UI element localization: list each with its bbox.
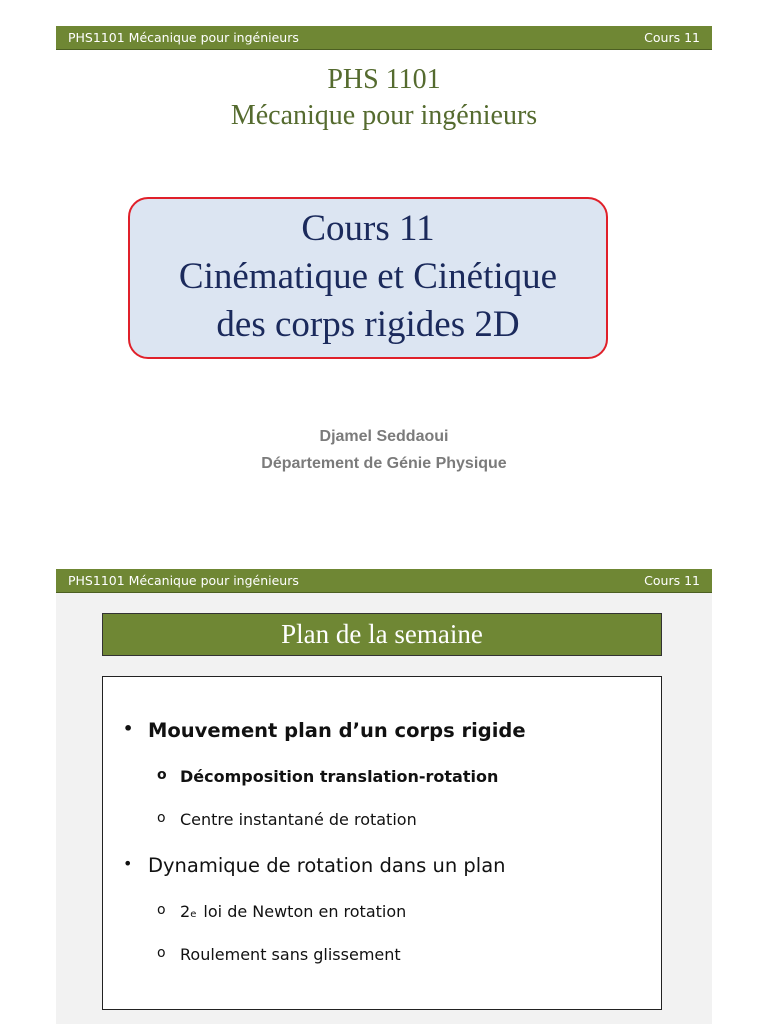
sub-list-item-label: Roulement sans glissement	[180, 945, 401, 964]
list-item-label: Dynamique de rotation dans un plan	[148, 854, 506, 877]
sub-list-item-label: loi de Newton en rotation	[198, 902, 407, 921]
agenda-list	[102, 676, 662, 1010]
circle-bullet-icon: o	[157, 810, 166, 826]
bullet-icon: •	[123, 854, 133, 873]
lecture-title-line-1: Cinématique et Cinétique	[178, 256, 558, 297]
sub-list-item	[157, 902, 407, 921]
lecture-number: Cours 11	[301, 208, 435, 249]
list-item	[123, 854, 506, 877]
lecture-title-line-2: des corps rigides 2D	[216, 304, 520, 345]
bullet-icon: •	[123, 719, 134, 738]
header-lecture-label: Cours 11	[644, 30, 700, 45]
author-name: Djamel Seddaoui	[319, 428, 449, 445]
sub-list-item	[157, 767, 499, 786]
list-item-label: Mouvement plan d’un corps rigide	[148, 719, 526, 742]
sub-list-item	[157, 810, 417, 829]
lecture-title-box	[128, 197, 608, 359]
sub-list-item-label: Décomposition translation-rotation	[180, 767, 499, 786]
sub-list-item	[157, 945, 401, 964]
header-course-label: PHS1101 Mécanique pour ingénieurs	[68, 30, 299, 45]
slide-header	[56, 569, 712, 593]
author-department: Département de Génie Physique	[261, 455, 507, 472]
sub-list-item-label: Centre instantané de rotation	[180, 810, 417, 829]
circle-bullet-icon: o	[157, 767, 167, 783]
circle-bullet-icon: o	[157, 945, 166, 961]
course-name: Mécanique pour ingénieurs	[230, 100, 538, 131]
ordinal-suffix: e	[190, 909, 197, 920]
list-item	[123, 719, 526, 742]
title-slide	[56, 26, 712, 536]
agenda-title: Plan de la semaine	[281, 619, 483, 649]
agenda-banner	[102, 613, 662, 656]
slide-header	[56, 26, 712, 50]
course-code: PHS 1101	[327, 64, 441, 95]
header-course-label: PHS1101 Mécanique pour ingénieurs	[68, 573, 299, 588]
circle-bullet-icon: o	[157, 902, 166, 918]
ordinal-number: 2	[180, 902, 191, 921]
agenda-slide	[56, 569, 712, 1024]
header-lecture-label: Cours 11	[644, 573, 700, 588]
